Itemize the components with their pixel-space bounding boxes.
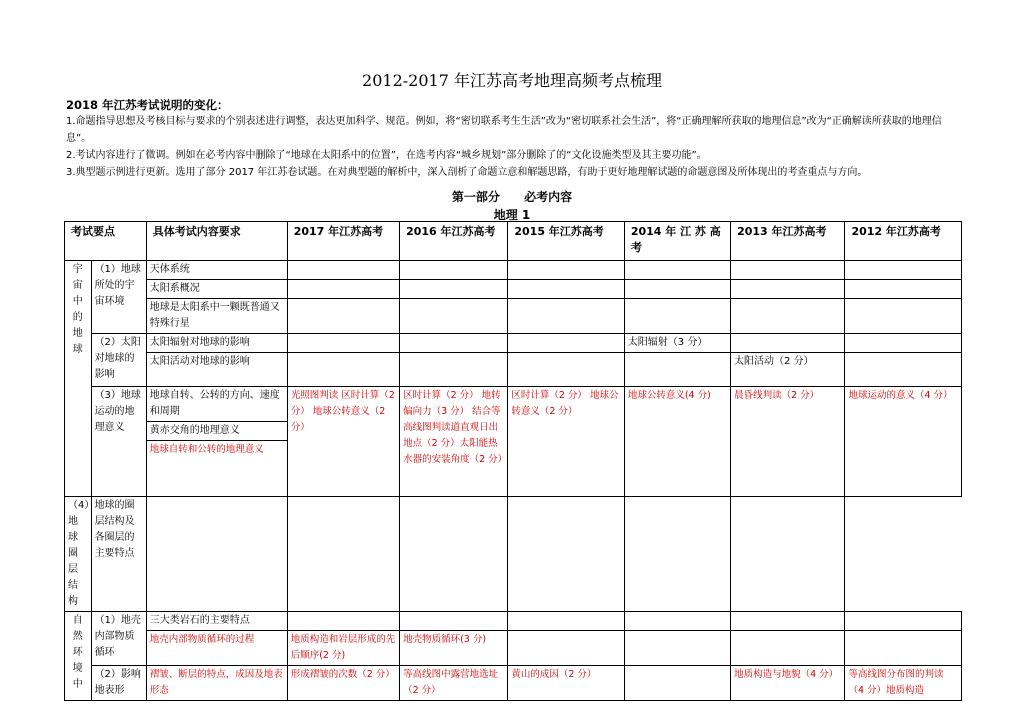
header-cell: 2016 年江苏高考 [400,222,508,261]
table-cell: 区时计算（2 分） 地球公转意义（2 分） [508,387,624,497]
table-header-row [65,222,962,261]
table-cell: 三大类岩石的主要特点 [146,612,287,631]
table-row [65,353,962,387]
subgroup-label: （2）太阳对地球的影响 [91,334,146,387]
header-cell: 2013 年江苏高考 [731,222,845,261]
header-cell: 2015 年江苏高考 [508,222,624,261]
table-cell: 形成褶皱的次数（2 分） [287,666,399,701]
table-cell: 地球是太阳系中一颗既普通又特殊行星 [146,299,287,334]
note-item: 1.命题指导思想及考核目标与要求的个别表述进行调整，表达更加科学、规范。例如，将“密切联系考生生活”改为“密切联系社会生活”，将“正确理解所获取的地理信息”改为“正确解读所获取的地理信息”。 [66,116,942,144]
header-cell: 2012 年江苏高考 [845,222,962,261]
table-cell: 太阳辐射对地球的影响 [146,334,287,353]
table-cell: 地质构造与地貌（4 分） [731,666,845,701]
table-cell: 黄赤交角的地理意义 [146,422,287,441]
table-row [65,631,962,666]
table-cell: 地球运动的意义（4 分） [845,387,962,497]
table-row [65,334,962,353]
subgroup-label: （1）地球所处的宇宙环境 [91,261,146,334]
table-cell: 天体系统 [146,261,287,280]
table-row [65,666,962,701]
page-title: 2012-2017 年江苏高考地理高频考点梳理 [362,71,662,90]
table-cell: 区时计算（2 分） 地转偏向力（3 分） 结合等高线图判读道直观日出地点（2 分）太阳能热水器的安装角度（2 分） [400,387,508,497]
note-item: 2.考试内容进行了微调。例如在必考内容中删除了“地球在太阳系中的位置”，在选考内容“城乡规划”部分删除了的“文化设施类型及其主要功能”。 [66,150,707,161]
table-cell: 地球公转意义(4 分) [624,387,730,497]
header-cell: 考试要点 [65,222,147,261]
sub-title: 地理 1 [493,208,531,222]
header-cell: 2017 年江苏高考 [287,222,399,261]
table-row [65,387,962,422]
table-cell: 光照图判读 区时计算（2 分） 地球公转意义（2 分） [287,387,399,497]
table-cell: 等高线图中露营地选址（2 分） [400,666,508,701]
table-cell: 地球自转和公转的地理意义 [146,441,287,497]
table-cell: 太阳活动对地球的影响 [146,353,287,387]
group-label: 宇宙中的地球 [65,261,92,497]
group-label: 自然环境中 [65,612,92,701]
part-title: 第一部分 必考内容 [451,190,573,204]
table-cell: 地壳内部物质循环的过程 [146,631,287,666]
subgroup-label: （3）地球运动的地理意义 [91,387,146,497]
table-cell: 晨昏线判读（2 分） [731,387,845,497]
header-cell: 具体考试内容要求 [146,222,287,261]
table-cell: 地质构造和岩层形成的先后顺序(2 分) [287,631,399,666]
table-cell: 黄山的成因（2 分） [508,666,624,701]
table-cell: 褶皱、断层的特点，成因及地表形态 [146,666,287,701]
exam-points-table [64,221,962,701]
table-cell: 太阳活动（2 分） [731,353,845,387]
subgroup-label: （4）地球圈层结构 [65,497,92,612]
changes-notes [66,113,962,181]
changes-heading: 2018 年江苏考试说明的变化： [66,98,229,112]
table-row [65,280,962,299]
table-cell: 太阳系概况 [146,280,287,299]
table-row [65,299,962,334]
table-cell: 地壳物质循环(3 分) [400,631,508,666]
table-cell: 地球自转、公转的方向、速度和周期 [146,387,287,422]
table-row [65,261,962,280]
subgroup-label: （2）影响地表形 [91,666,146,701]
note-item: 3.典型题示例进行更新。选用了部分 2017 年江苏卷试题。在对典型题的解析中，深入剖析了命题立意和解题思路，有助于更好地理解试题的命题意图及所体现出的考查重点与方向。 [66,167,868,178]
table-row [65,612,962,631]
subgroup-label: （1）地壳内部物质循环 [91,612,146,666]
table-cell: 太阳辐射（3 分） [624,334,730,353]
table-cell: 等高线图分布图的判读（4 分）地质构造 [845,666,962,701]
table-cell: 地球的圈层结构及各圈层的主要特点 [91,497,146,612]
table-row [65,497,962,612]
header-cell: 2014 年 江 苏 高 考 [624,222,730,261]
